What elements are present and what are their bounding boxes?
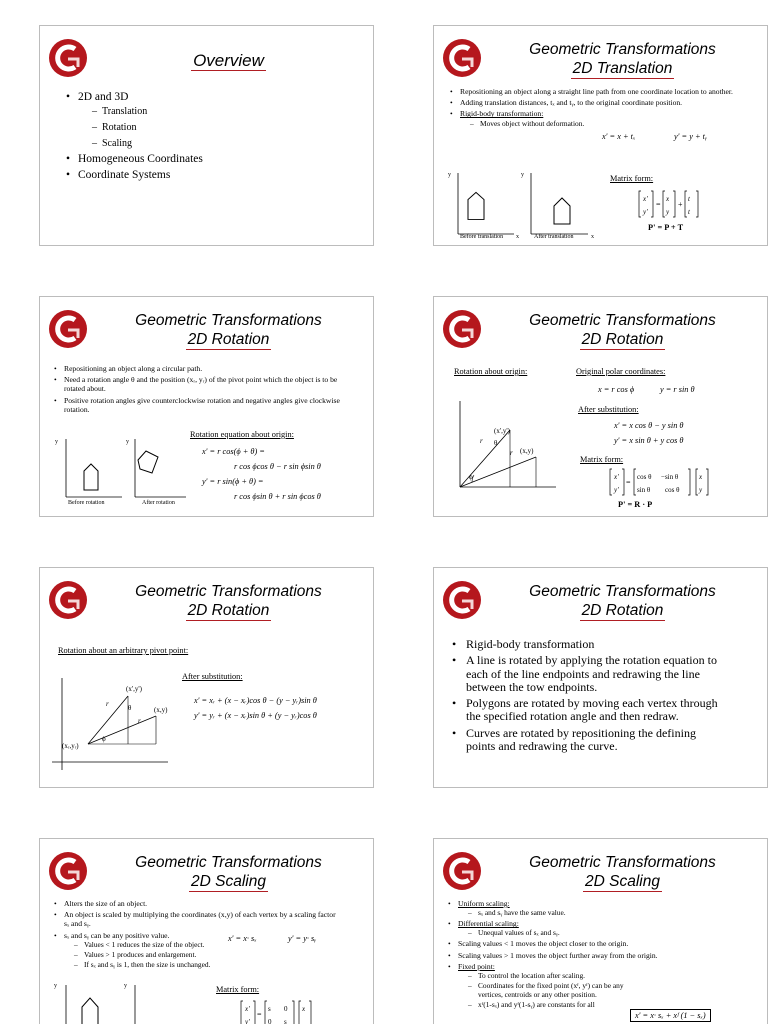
sub-equation: x' = xᵣ + (x − xᵣ)cos θ − (y − yᵣ)sin θ <box>194 696 317 705</box>
sub-item: – If sₓ and sᵧ is 1, then the size is unchanged. <box>64 960 339 969</box>
caption-after: After translation <box>534 234 574 240</box>
matrix-label: Matrix form: <box>580 455 624 464</box>
svg-text:y: y <box>699 486 703 494</box>
slide-rotation-origin <box>433 296 768 517</box>
slide-subtitle: 2D Rotation <box>187 602 270 619</box>
rotation-diagram <box>50 435 190 505</box>
svg-text:x: x <box>302 1005 306 1013</box>
matrix-equation: P' = P + T <box>648 223 684 232</box>
list-item: • Fixed point: – To control the location after scaling. – Coordinates for the fixed point (xᶠ, yᶠ) can be any vertices, centroids or any other position. – xᶠ(1-sₓ) and yᶠ(1-sᵧ) are constants for all <box>448 962 748 1009</box>
svg-text:0: 0 <box>268 1018 272 1024</box>
caption-before: Before translation <box>460 234 504 240</box>
svg-text:y': y' <box>245 1018 250 1024</box>
sub-item: – Moves object without deformation. <box>460 119 750 128</box>
svg-text:x: x <box>699 473 703 481</box>
slide-title: Geometric Transformations <box>135 312 322 329</box>
svg-text:x': x' <box>643 195 648 203</box>
equation-line: y' = r sin(ϕ + θ) = <box>202 477 264 486</box>
list-item: • 2D and 3D – Translation – Rotation – Scaling <box>66 91 346 150</box>
list-item: • Positive rotation angles give counterclockwise rotation and negative angles give clockwise rotation. <box>54 396 354 414</box>
polar-x: x = r cos ϕ <box>598 385 635 394</box>
sub-item: – Translation <box>78 105 346 118</box>
svg-text:ϕ: ϕ <box>469 473 473 481</box>
sub-item: – xᶠ(1-sₓ) and yᶠ(1-sᵧ) are constants for all <box>458 1000 638 1009</box>
svg-text:x': x' <box>614 473 619 481</box>
svg-text:x: x <box>516 234 519 240</box>
overview-list <box>66 91 346 186</box>
slide-subtitle: 2D Scaling <box>585 873 660 890</box>
svg-text:y: y <box>521 172 524 178</box>
svg-text:y: y <box>448 172 451 178</box>
rotation-rigid-list <box>452 638 720 756</box>
svg-text:y: y <box>666 208 670 216</box>
svg-text:θ: θ <box>128 704 132 712</box>
list-item: • Need a rotation angle θ and the position (xᵣ, yᵣ) of the pivot point which the object is to be rotated about. <box>54 375 354 393</box>
cg-logo-icon <box>48 38 88 78</box>
slide-title: Geometric Transformations <box>529 854 716 871</box>
sub-equation: x' = x cos θ − y sin θ <box>614 421 684 430</box>
point-prime-label: (x',y') <box>494 427 510 435</box>
svg-text:y: y <box>124 983 127 989</box>
list-item: • Scaling values > 1 moves the object further away from the origin. <box>448 951 748 960</box>
svg-text:=: = <box>626 478 631 487</box>
cg-logo-icon <box>48 309 88 349</box>
svg-text:θ: θ <box>494 439 498 447</box>
svg-text:ϕ: ϕ <box>102 735 106 743</box>
sub-item: – Scaling <box>78 137 346 150</box>
scaling-diagram <box>50 979 190 1024</box>
sub-item: – sₓ and sᵧ have the same value. <box>458 908 748 917</box>
point-label: (x,y) <box>520 447 534 455</box>
sub-item: – Unequal values of sₓ and sᵧ. <box>458 928 748 937</box>
cg-logo-icon <box>48 851 88 891</box>
list-item: • Rigid-body transformation: – Moves object without deformation. <box>450 109 750 127</box>
list-item: • Homogeneous Coordinates <box>66 153 346 167</box>
slide-translation <box>433 25 768 246</box>
rotation-origin-diagram <box>452 395 562 495</box>
translation-diagram <box>446 168 606 243</box>
svg-text:sin θ: sin θ <box>637 486 651 494</box>
list-item: • Coordinate Systems <box>66 169 346 183</box>
list-item: • Polygons are rotated by moving each vertex through the specified rotation angle and then redraw. <box>452 697 720 724</box>
svg-text:0: 0 <box>284 1005 288 1013</box>
rotation-bullets <box>54 364 354 416</box>
polar-y: y = r sin θ <box>660 385 695 394</box>
pivot-label: Rotation about an arbitrary pivot point: <box>58 646 189 655</box>
sub-item: – Values > 1 produces and enlargement. <box>64 950 339 959</box>
svg-text:y: y <box>54 983 57 989</box>
svg-text:=: = <box>257 1010 262 1019</box>
slide-subtitle: 2D Translation <box>572 60 673 77</box>
slide-title: Geometric Transformations <box>529 583 716 600</box>
scaling-matrix <box>240 999 320 1024</box>
sub-item: – To control the location after scaling. <box>458 971 638 980</box>
svg-text:r: r <box>510 449 513 457</box>
caption-before: Before rotation <box>68 500 105 506</box>
sub-equation: y' = x sin θ + y cos θ <box>614 436 684 445</box>
list-item: • An object is scaled by multiplying the coordinates (x,y) of each vertex by a scaling factor sₓ and sᵧ. <box>54 910 339 928</box>
rotation-matrix <box>609 467 719 499</box>
point-prime-label: (x',y') <box>126 685 142 693</box>
slide-rotation-rigid <box>433 567 768 788</box>
translation-matrix <box>638 189 718 221</box>
equation-x: x' = x· sₓ <box>228 934 257 943</box>
svg-text:s: s <box>268 1005 271 1013</box>
svg-text:r: r <box>106 700 109 708</box>
rotation-pivot-diagram <box>48 674 173 779</box>
svg-text:t: t <box>688 208 690 216</box>
sub-equation: y' = yᵣ + (x − xᵣ)sin θ + (y − yᵣ)cos θ <box>194 711 317 720</box>
svg-text:cos θ: cos θ <box>637 473 652 481</box>
slide-title: Geometric Transformations <box>529 41 716 58</box>
slide-subtitle: 2D Rotation <box>581 602 664 619</box>
svg-text:t: t <box>688 195 690 203</box>
sub-item: – Values < 1 reduces the size of the object. <box>64 940 339 949</box>
svg-text:cos θ: cos θ <box>665 486 680 494</box>
sub-item: – Rotation <box>78 121 346 134</box>
translation-bullets <box>450 87 750 130</box>
after-label: After substitution: <box>182 672 243 681</box>
svg-text:y: y <box>126 439 129 445</box>
slide-title: Geometric Transformations <box>529 312 716 329</box>
rotation-origin-label: Rotation about origin: <box>454 367 528 376</box>
cg-logo-icon <box>48 580 88 620</box>
list-item: • Scaling values < 1 moves the object closer to the origin. <box>448 939 748 948</box>
svg-text:r: r <box>480 437 483 445</box>
list-item: • A line is rotated by applying the rotation equation to each of the line endpoints and redrawing the line between the tow endpoints. <box>452 654 720 694</box>
polar-label: Original polar coordinates: <box>576 367 666 376</box>
svg-text:x: x <box>591 234 594 240</box>
list-item: • Rigid-body transformation <box>452 638 720 651</box>
equation-line: r cos ϕsin θ + r sin ϕcos θ <box>234 492 321 501</box>
list-item: • Differential scaling: – Unequal values of sₓ and sᵧ. <box>448 919 748 937</box>
list-item: • Repositioning an object along a circular path. <box>54 364 354 373</box>
equation-y: y' = y· sᵧ <box>288 934 317 943</box>
svg-text:s: s <box>284 1018 287 1024</box>
slide-title: Overview <box>193 51 264 70</box>
cg-logo-icon <box>442 309 482 349</box>
scaling-types-bullets <box>448 899 748 1011</box>
slide-scaling <box>39 838 374 1024</box>
cg-logo-icon <box>442 851 482 891</box>
cg-logo-icon <box>442 580 482 620</box>
slide-rotation-basic <box>39 296 374 517</box>
fixed-point-equation: x' = x· sₓ + xᶠ (1 − sₓ) <box>630 1009 711 1022</box>
svg-text:=: = <box>656 200 661 209</box>
list-item: • sₓ and sᵧ can be any positive value. – Values < 1 reduces the size of the object. – Values > 1 produces and enlargement. – If sₓ and sᵧ is 1, then the size is unchanged. <box>54 931 339 969</box>
svg-text:y: y <box>55 439 58 445</box>
sub-item: – Coordinates for the fixed point (xᶠ, yᶠ) can be any vertices, centroids or any other position. <box>458 981 638 999</box>
list-item: • Alters the size of an object. <box>54 899 339 908</box>
list-item: • Repositioning an object along a straight line path from one coordinate location to another. <box>450 87 750 96</box>
svg-text:x: x <box>666 195 670 203</box>
equation-line: x' = r cos(ϕ + θ) = <box>202 447 265 456</box>
pivot-point-label: (xᵣ,yᵣ) <box>62 742 79 750</box>
list-item: • Uniform scaling: – sₓ and sᵧ have the same value. <box>448 899 748 917</box>
svg-text:x': x' <box>245 1005 250 1013</box>
equation-y: y' = y + tᵧ <box>674 132 707 141</box>
svg-text:y': y' <box>643 208 648 216</box>
slide-rotation-pivot <box>39 567 374 788</box>
slide-subtitle: 2D Rotation <box>581 331 664 348</box>
list-item: • Adding translation distances, tₓ and tᵧ, to the original coordinate position. <box>450 98 750 107</box>
slide-subtitle: 2D Scaling <box>191 873 266 890</box>
equation-line: r cos ϕcos θ − r sin ϕsin θ <box>234 462 321 471</box>
matrix-equation: P' = R · P <box>618 500 653 509</box>
svg-text:−sin θ: −sin θ <box>661 473 679 481</box>
equation-label: Rotation equation about origin: <box>190 430 294 439</box>
cg-logo-icon <box>442 38 482 78</box>
matrix-label: Matrix form: <box>216 985 260 994</box>
slide-overview <box>39 25 374 246</box>
caption-after: After rotation <box>142 500 175 506</box>
equation-x: x' = x + tₓ <box>602 132 636 141</box>
svg-text:y': y' <box>614 486 619 494</box>
slide-scaling-types <box>433 838 768 1024</box>
svg-text:r: r <box>138 717 141 725</box>
after-label: After substitution: <box>578 405 639 414</box>
point-label: (x,y) <box>154 706 168 714</box>
slide-title: Geometric Transformations <box>135 583 322 600</box>
slide-subtitle: 2D Rotation <box>187 331 270 348</box>
slide-title: Geometric Transformations <box>135 854 322 871</box>
matrix-label: Matrix form: <box>610 174 654 183</box>
list-item: • Curves are rotated by repositioning the defining points and redrawing the curve. <box>452 727 720 754</box>
svg-text:+: + <box>678 200 683 209</box>
